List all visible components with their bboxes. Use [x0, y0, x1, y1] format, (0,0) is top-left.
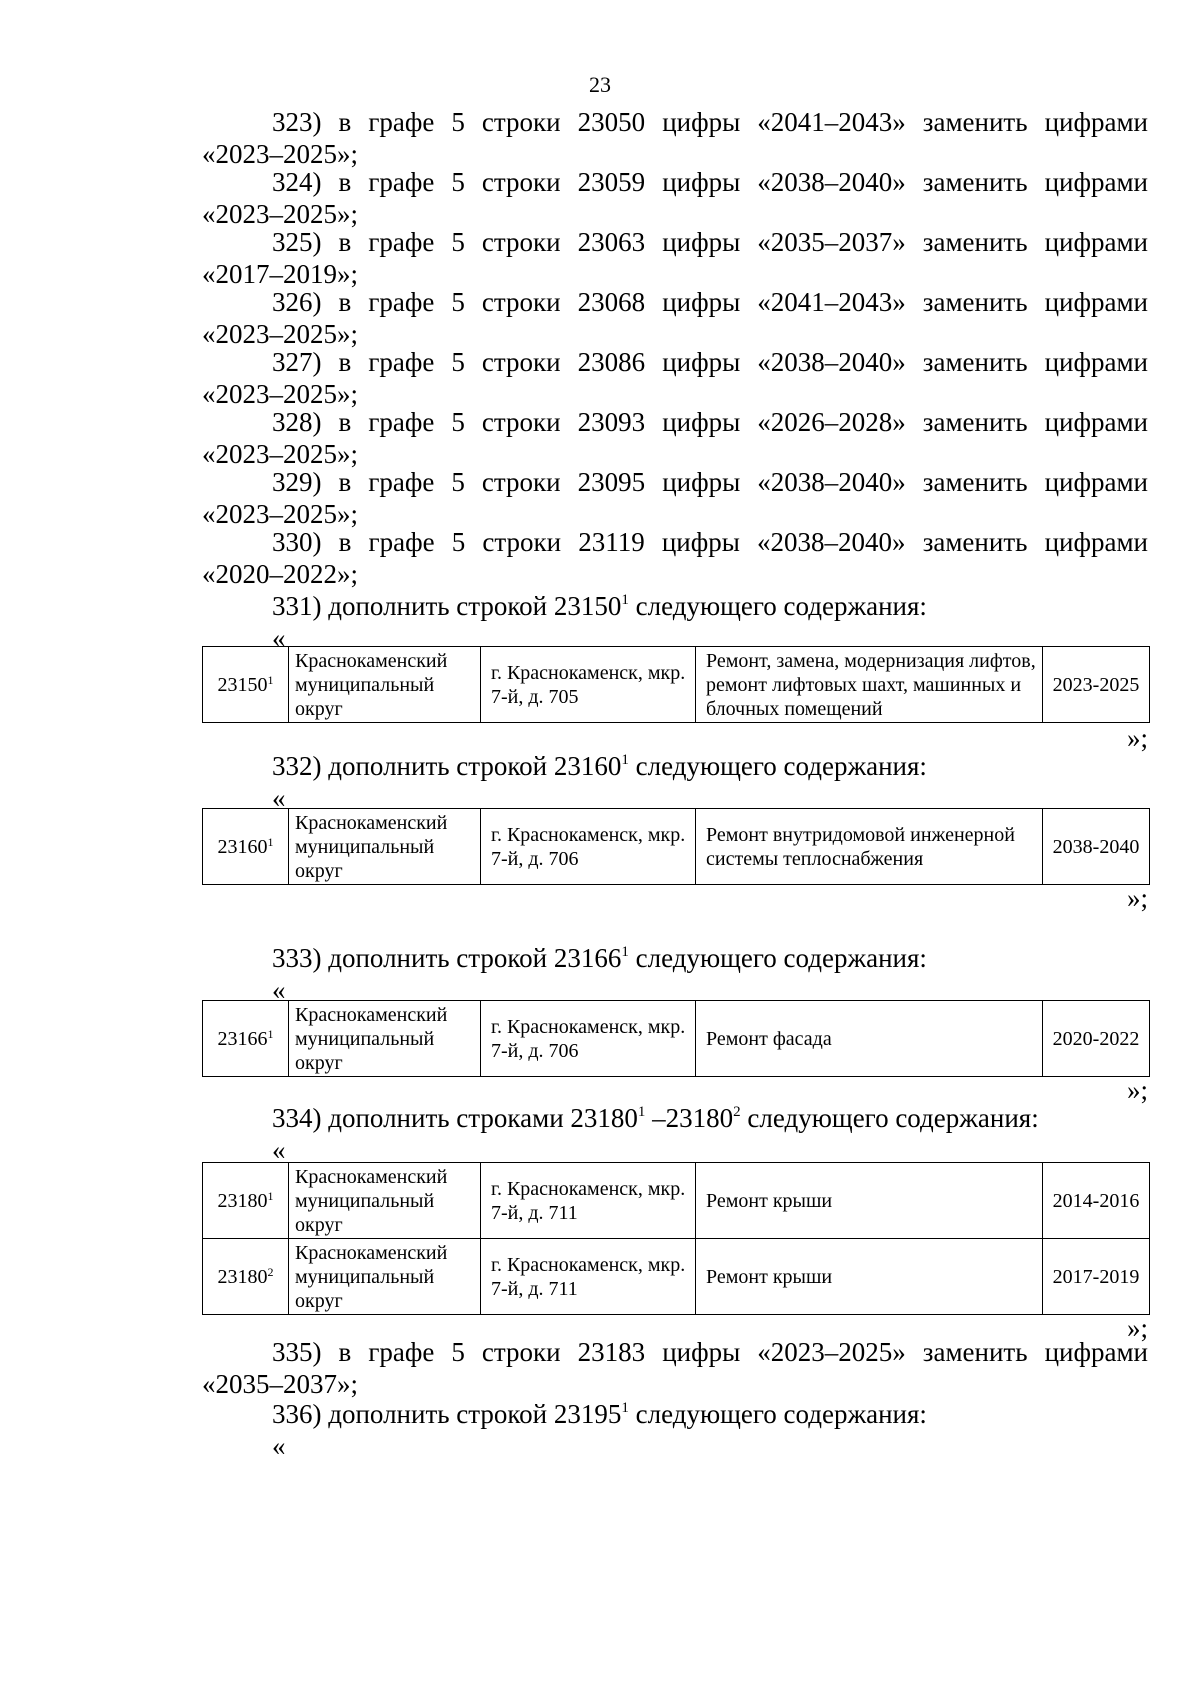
- superscript: 1: [621, 592, 629, 608]
- item-line: «2020–2022»;: [202, 559, 359, 589]
- table-23160: [202, 808, 1150, 885]
- years-cell: 2023-2025: [1043, 647, 1150, 723]
- table-row: [203, 1001, 1150, 1077]
- item-text: 334) дополнить строками 23180: [272, 1103, 638, 1133]
- item-line: 329) в графе 5 строки 23095 цифры «2038–2040» заменить цифрами: [272, 467, 1148, 497]
- item-328: [202, 406, 1148, 470]
- item-line: «2023–2025»;: [202, 499, 359, 529]
- item-330: [202, 526, 1148, 590]
- item-line: «2035–2037»;: [202, 1369, 359, 1399]
- superscript: 1: [637, 1104, 646, 1120]
- item-text: 331) дополнить строкой 23150: [272, 591, 622, 621]
- open-quote: «: [272, 623, 286, 653]
- item-text: следующего содержания:: [628, 1399, 927, 1429]
- table-row: [203, 1239, 1150, 1315]
- years-cell: 2020-2022: [1043, 1001, 1150, 1077]
- years-cell: 2017-2019: [1043, 1239, 1150, 1315]
- row-number: 23160$^1$: [203, 809, 289, 885]
- item-text: следующего содержания:: [628, 751, 927, 781]
- address-cell: г. Краснокаменск, мкр. 7-й, д. 711: [481, 1163, 696, 1239]
- years-cell: 2038-2040: [1043, 809, 1150, 885]
- item-line: 335) в графе 5 строки 23183 цифры «2023–2025» заменить цифрами: [272, 1337, 1148, 1367]
- address-cell: г. Краснокаменск, мкр. 7-й, д. 711: [481, 1239, 696, 1315]
- open-quote: «: [272, 1431, 286, 1461]
- open-quote: «: [272, 975, 286, 1005]
- item-line: «2023–2025»;: [202, 439, 359, 469]
- work-cell: Ремонт, замена, модернизация лифтов, ремонт лифтовых шахт, машинных и блочных помещений: [696, 647, 1043, 723]
- row-number: 23166$^1$: [203, 1001, 289, 1077]
- years-cell: 2014-2016: [1043, 1163, 1150, 1239]
- item-333: [272, 942, 927, 974]
- item-325: [202, 226, 1148, 290]
- open-quote: «: [272, 1135, 286, 1165]
- table-23166: [202, 1000, 1150, 1077]
- item-323: [202, 106, 1148, 170]
- work-cell: Ремонт фасада: [696, 1001, 1043, 1077]
- item-text: следующего содержания:: [628, 943, 927, 973]
- item-324: [202, 166, 1148, 230]
- work-cell: Ремонт крыши: [696, 1239, 1043, 1315]
- item-line: «2023–2025»;: [202, 139, 359, 169]
- row-number: 23180$^2$: [203, 1239, 289, 1315]
- item-text: 332) дополнить строкой 23160: [272, 751, 622, 781]
- item-text: следующего содержания:: [628, 591, 927, 621]
- item-329: [202, 466, 1148, 530]
- superscript: 1: [621, 752, 629, 768]
- row-number: 23180$^1$: [203, 1163, 289, 1239]
- item-text: 333) дополнить строкой 23166: [272, 943, 622, 973]
- item-326: [202, 286, 1148, 350]
- item-line: «2023–2025»;: [202, 379, 359, 409]
- item-336: [272, 1398, 927, 1430]
- item-line: 325) в графе 5 строки 23063 цифры «2035–2037» заменить цифрами: [272, 227, 1148, 257]
- item-line: «2023–2025»;: [202, 319, 359, 349]
- item-332: [272, 750, 927, 782]
- item-line: «2017–2019»;: [202, 259, 359, 289]
- table-23180: [202, 1162, 1150, 1315]
- table-row: [203, 647, 1150, 723]
- item-335: [202, 1336, 1148, 1400]
- item-text: 336) дополнить строкой 23195: [272, 1399, 622, 1429]
- work-cell: Ремонт внутридомовой инженерной системы теплоснабжения: [696, 809, 1043, 885]
- district-cell: Краснокаменский муниципальный округ: [289, 1001, 481, 1077]
- item-text: следующего содержания:: [740, 1103, 1039, 1133]
- item-line: 328) в графе 5 строки 23093 цифры «2026–2028» заменить цифрами: [272, 407, 1148, 437]
- work-cell: Ремонт крыши: [696, 1163, 1043, 1239]
- address-cell: г. Краснокаменск, мкр. 7-й, д. 706: [481, 1001, 696, 1077]
- district-cell: Краснокаменский муниципальный округ: [289, 809, 481, 885]
- table-row: [203, 809, 1150, 885]
- close-quote: »;: [1126, 1313, 1148, 1343]
- item-331: [272, 590, 927, 622]
- item-line: 323) в графе 5 строки 23050 цифры «2041–2043» заменить цифрами: [272, 107, 1148, 137]
- page-number: 23: [589, 72, 611, 97]
- superscript: 1: [621, 944, 629, 960]
- district-cell: Краснокаменский муниципальный округ: [289, 1163, 481, 1239]
- item-line: 330) в графе 5 строки 23119 цифры «2038–2040» заменить цифрами: [272, 527, 1148, 557]
- address-cell: г. Краснокаменск, мкр. 7-й, д. 705: [481, 647, 696, 723]
- address-cell: г. Краснокаменск, мкр. 7-й, д. 706: [481, 809, 696, 885]
- item-line: «2023–2025»;: [202, 199, 359, 229]
- district-cell: Краснокаменский муниципальный округ: [289, 1239, 481, 1315]
- item-line: 324) в графе 5 строки 23059 цифры «2038–2040» заменить цифрами: [272, 167, 1148, 197]
- item-line: 327) в графе 5 строки 23086 цифры «2038–2040» заменить цифрами: [272, 347, 1148, 377]
- item-327: [202, 346, 1148, 410]
- table-row: [203, 1163, 1150, 1239]
- item-line: 326) в графе 5 строки 23068 цифры «2041–2043» заменить цифрами: [272, 287, 1148, 317]
- table-23150: [202, 646, 1150, 723]
- district-cell: Краснокаменский муниципальный округ: [289, 647, 481, 723]
- item-text: –23180: [645, 1103, 734, 1133]
- close-quote: »;: [1126, 1075, 1148, 1105]
- open-quote: «: [272, 783, 286, 813]
- item-334: [272, 1102, 1039, 1134]
- row-number: 23150$^1$: [203, 647, 289, 723]
- superscript: 1: [621, 1400, 629, 1416]
- close-quote: »;: [1126, 723, 1148, 753]
- superscript: 2: [733, 1104, 741, 1120]
- close-quote: »;: [1126, 883, 1148, 913]
